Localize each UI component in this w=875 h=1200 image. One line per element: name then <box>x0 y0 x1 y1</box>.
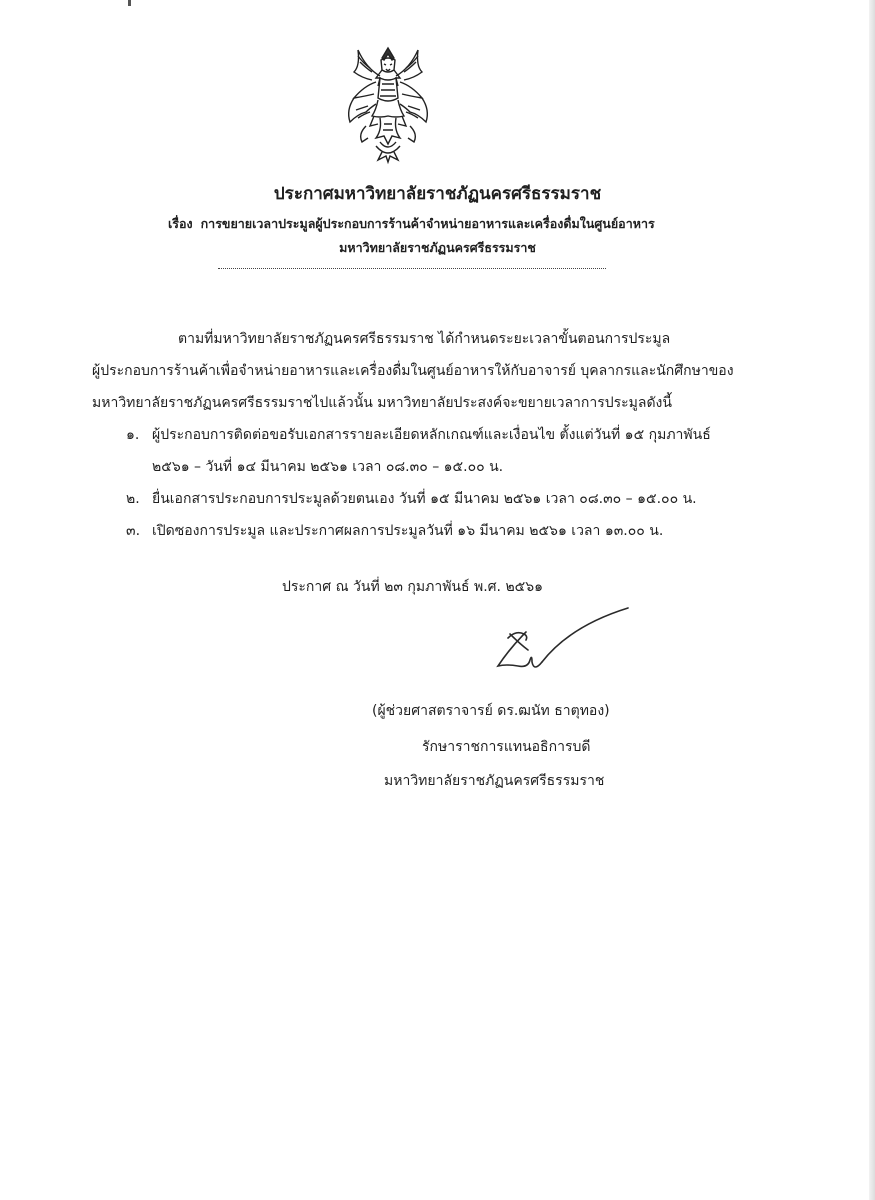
announcement-title: ประกาศมหาวิทยาลัยราชภัฏนครศรีธรรมราช <box>273 184 602 204</box>
signer-organization: มหาวิทยาลัยราชภัฏนครศรีธรรมราช <box>384 773 605 789</box>
list-item-number: ๓. <box>126 523 141 539</box>
separator-dots <box>218 268 606 269</box>
subject-text: การขยายเวลาประมูลผู้ประกอบการร้านค้าจำหน่ายอาหารและเครื่องดื่มในศูนย์อาหาร <box>200 216 655 231</box>
list-item-text: ยื่นเอกสารประกอบการประมูลด้วยตนเอง วันที่ ๑๕ มีนาคม ๒๕๖๑ เวลา ๐๘.๓๐ – ๑๕.๐๐ น. <box>152 491 697 507</box>
signer-name: (ผู้ช่วยศาสตราจารย์ ดร.ฒนัท ธาตุทอง) <box>372 703 610 719</box>
body-paragraph-line-1: ตามที่มหาวิทยาลัยราชภัฏนครศรีธรรมราช ได้กำหนดระยะเวลาขั้นตอนการประมูล <box>178 331 671 347</box>
list-item-number: ๑. <box>126 427 140 443</box>
list-item-number: ๒. <box>126 491 140 507</box>
body-paragraph-line-2: ผู้ประกอบการร้านค้าเพื่อจำหน่ายอาหารและเครื่องดื่มในศูนย์อาหารให้กับอาจารย์ บุคลากรและนักศึกษาของ <box>92 363 734 379</box>
scan-mark <box>128 0 131 6</box>
subject-line-2: มหาวิทยาลัยราชภัฏนครศรีธรรมราช <box>339 240 536 255</box>
list-item-text: เปิดซองการประมูล และประกาศผลการประมูลวันที่ ๑๖ มีนาคม ๒๕๖๑ เวลา ๑๓.๐๐ น. <box>152 523 664 539</box>
subject-label: เรื่อง <box>168 216 193 231</box>
list-item-text-continued: ๒๕๖๑ – วันที่ ๑๔ มีนาคม ๒๕๖๑ เวลา ๐๘.๓๐ – ๑๕.๐๐ น. <box>152 459 504 475</box>
announce-date: ประกาศ ณ วันที่ ๒๓ กุมภาพันธ์ พ.ศ. ๒๕๖๑ <box>282 579 544 595</box>
subject-line <box>168 214 655 234</box>
body-paragraph-line-3: มหาวิทยาลัยราชภัฏนครศรีธรรมราชไปแล้วนั้น มหาวิทยาลัยประสงค์จะขยายเวลาการประมูลดังนี้ <box>92 395 672 411</box>
signer-position: รักษาราชการแทนอธิการบดี <box>422 739 591 755</box>
signature <box>470 604 640 684</box>
garuda-emblem-icon <box>336 38 440 166</box>
list-item-text: ผู้ประกอบการติดต่อขอรับเอกสารรายละเอียดหลักเกณฑ์และเงื่อนไข ตั้งแต่วันที่ ๑๕ กุมภาพันธ์ <box>152 427 711 443</box>
